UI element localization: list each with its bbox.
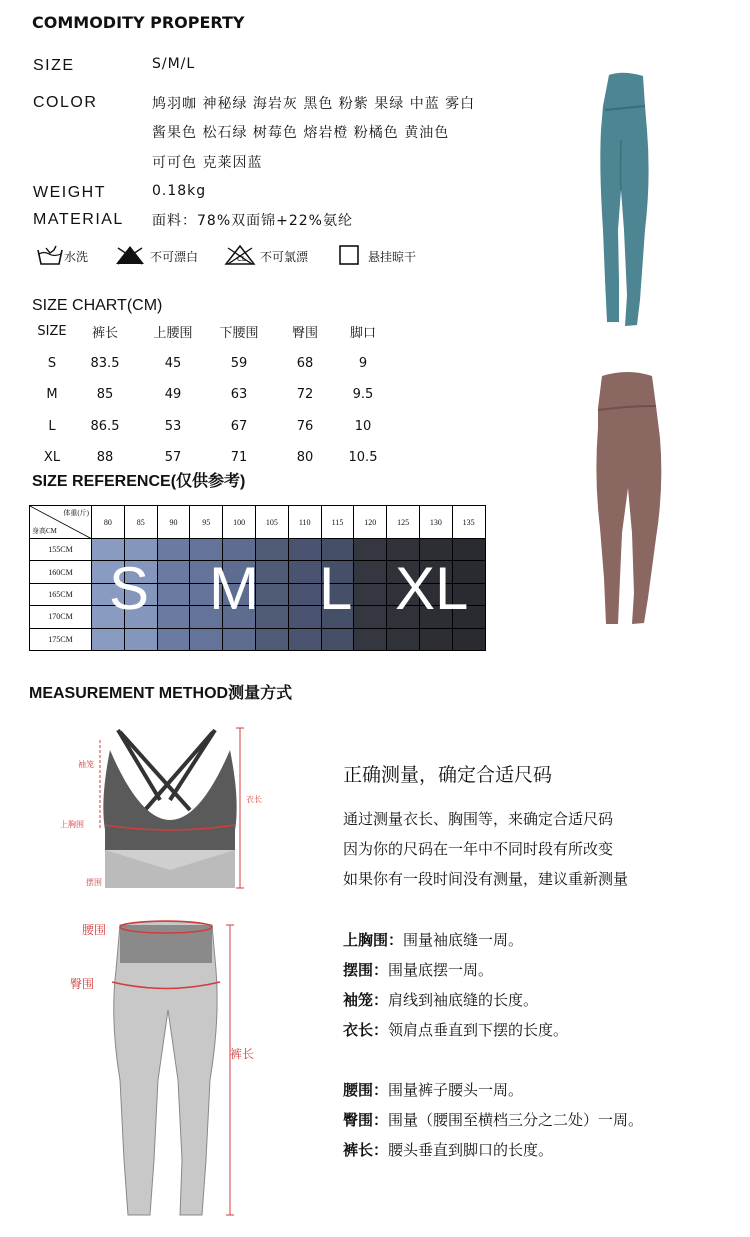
reference-height-label: 165CM (30, 583, 92, 605)
size-chart-cell: 63 (230, 387, 248, 403)
reference-weight-header: 100 (223, 506, 256, 539)
reference-cell (92, 539, 125, 561)
reference-cell (124, 606, 157, 628)
reference-cell (452, 561, 485, 583)
measure-value: 围量（腰围至横档三分之二处）一周。 (388, 1111, 644, 1129)
reference-cell (419, 561, 452, 583)
measure-key: 腰围： (343, 1081, 389, 1099)
measurement-title: MEASUREMENT METHOD测量方式 (29, 685, 293, 702)
size-chart-table (34, 316, 388, 474)
reference-weight-header: 85 (124, 506, 157, 539)
size-reference-grid (29, 505, 486, 651)
no-chlorine-icon (224, 244, 256, 269)
reference-weight-header: 120 (354, 506, 387, 539)
size-chart-cell: L (48, 418, 56, 434)
measure-item (343, 1105, 643, 1135)
pants-label-hip: 臀围 (70, 977, 95, 991)
svg-text:CL: CL (237, 255, 246, 263)
hang-dry-icon (338, 244, 360, 269)
reference-cell (190, 561, 223, 583)
reference-cell (354, 561, 387, 583)
size-chart-head: 下腰围 (219, 326, 259, 342)
size-chart-cell: 67 (230, 418, 248, 434)
reference-cell (452, 539, 485, 561)
size-chart-head: 臀围 (291, 326, 318, 342)
reference-cell (190, 606, 223, 628)
size-chart-cell: 10 (354, 418, 372, 434)
reference-cell (255, 628, 288, 650)
bra-label-length: 衣长 (246, 795, 262, 804)
reference-cell (190, 583, 223, 605)
size-chart-cell: 86.5 (90, 418, 120, 434)
reference-cell (190, 539, 223, 561)
reference-cell (452, 606, 485, 628)
material-value: 面料：78%双面锦+22%氨纶 (152, 213, 353, 229)
reference-cell (419, 539, 452, 561)
measurement-bottom-items (343, 1075, 643, 1165)
size-chart-cell: XL (43, 450, 61, 466)
reference-cell (387, 561, 420, 583)
color-line-1: 鸠羽咖 神秘绿 海岩灰 黑色 粉紫 果绿 中蓝 雾白 (152, 96, 476, 112)
color-line-2: 酱果色 松石绿 树莓色 熔岩橙 粉橘色 黄油色 (152, 125, 450, 141)
measure-value: 围量袖底缝一周。 (403, 931, 524, 949)
reference-corner (30, 506, 92, 539)
intro-line: 因为你的尺码在一年中不同时段有所改变 (343, 840, 614, 858)
reference-weight-header: 95 (190, 506, 223, 539)
size-chart-head: 上腰围 (153, 326, 193, 342)
size-letter-s: S (109, 555, 150, 622)
care-no-bleach-label: 不可漂白 (150, 250, 199, 264)
size-letter-m: M (209, 555, 259, 622)
reference-cell (288, 628, 321, 650)
reference-cell (288, 561, 321, 583)
reference-cell (452, 583, 485, 605)
material-label: MATERIAL (33, 211, 124, 228)
commodity-title: COMMODITY PROPERTY (32, 13, 245, 32)
reference-cell (255, 539, 288, 561)
measure-key: 上胸围： (343, 931, 404, 949)
size-chart-cell: 85 (96, 387, 114, 403)
reference-row (30, 606, 486, 628)
size-chart-title: SIZE CHART(CM) (32, 297, 163, 314)
size-chart-row (34, 379, 388, 411)
reference-weight-header: 110 (288, 506, 321, 539)
size-chart-cell: S (47, 355, 57, 371)
reference-weight-header: 125 (387, 506, 420, 539)
reference-cell (387, 583, 420, 605)
reference-cell (255, 606, 288, 628)
care-no-bleach (114, 244, 198, 269)
measure-value: 围量裤子腰头一周。 (388, 1081, 524, 1099)
care-no-chlorine (224, 244, 308, 269)
care-hang-dry (338, 244, 416, 269)
reference-cell (354, 539, 387, 561)
reference-cell (321, 628, 354, 650)
reference-cell (321, 561, 354, 583)
size-chart-cell: 57 (164, 450, 182, 466)
reference-cell (354, 606, 387, 628)
measure-item (343, 1015, 568, 1045)
reference-row (30, 583, 486, 605)
measure-item (343, 1075, 643, 1105)
reference-height-label: 170CM (30, 606, 92, 628)
care-no-chlorine-label: 不可氯漂 (260, 250, 309, 264)
reference-cell (157, 539, 190, 561)
reference-cell (255, 583, 288, 605)
reference-cell (124, 539, 157, 561)
reference-cell (387, 539, 420, 561)
reference-row (30, 561, 486, 583)
measure-key: 袖笼： (343, 991, 389, 1009)
reference-weight-header: 135 (452, 506, 485, 539)
reference-cell (190, 628, 223, 650)
reference-cell (387, 606, 420, 628)
reference-height-label: 160CM (30, 561, 92, 583)
reference-weight-header: 80 (92, 506, 125, 539)
reference-cell (419, 606, 452, 628)
measure-key: 裤长： (343, 1141, 389, 1159)
size-chart-cell: 88 (96, 450, 114, 466)
size-chart-cell: 68 (296, 355, 314, 371)
pants-label-waist: 腰围 (82, 923, 107, 937)
reference-cell (124, 583, 157, 605)
color-line-3: 可可色 克莱因蓝 (152, 155, 263, 171)
size-chart-cell: 80 (296, 450, 314, 466)
intro-line: 通过测量衣长、胸围等，来确定合适尺码 (343, 810, 614, 828)
size-letter-xl: XL (395, 555, 469, 622)
intro-line: 如果你有一段时间没有测量，建议重新测量 (343, 870, 629, 888)
care-hang-dry-label: 悬挂晾干 (368, 250, 417, 264)
measure-item (343, 955, 568, 985)
reference-row (30, 628, 486, 650)
size-reference-title: SIZE REFERENCE(仅供参考) (32, 473, 246, 490)
size-chart-row (34, 411, 388, 443)
reference-weight-header: 115 (321, 506, 354, 539)
pants-diagram (112, 921, 234, 1215)
no-bleach-icon (114, 244, 146, 269)
reference-cell (354, 628, 387, 650)
measure-value: 领肩点垂直到下摆的长度。 (388, 1021, 569, 1039)
pants-label-length: 裤长 (230, 1047, 255, 1061)
reference-cell (92, 583, 125, 605)
size-chart-head: 脚口 (349, 326, 376, 342)
reference-height-label: 175CM (30, 628, 92, 650)
reference-cell (223, 583, 256, 605)
reference-weight-header: 130 (419, 506, 452, 539)
reference-cell (288, 583, 321, 605)
reference-cell (387, 628, 420, 650)
measure-value: 肩线到袖底缝的长度。 (388, 991, 539, 1009)
size-chart-cell: 83.5 (90, 355, 120, 371)
reference-cell (354, 583, 387, 605)
measure-key: 臀围： (343, 1111, 389, 1129)
reference-weight-header: 105 (255, 506, 288, 539)
corner-weight-label: 体重(斤) (63, 509, 89, 517)
size-chart-cell: 71 (230, 450, 248, 466)
reference-cell (223, 606, 256, 628)
reference-cell (157, 628, 190, 650)
reference-cell (157, 606, 190, 628)
reference-cell (419, 628, 452, 650)
weight-value: 0.18kg (152, 183, 207, 199)
bra-label-armhole: 袖笼 (78, 760, 94, 769)
size-chart-head: 裤长 (91, 326, 118, 342)
reference-cell (223, 539, 256, 561)
care-wash-label: 水洗 (64, 250, 89, 264)
reference-cell (288, 539, 321, 561)
measurement-diagram (50, 720, 280, 1230)
size-chart-cell: 53 (164, 418, 182, 434)
measure-item (343, 1135, 643, 1165)
teal-leggings-image (585, 70, 665, 332)
bra-label-hem: 摆围 (86, 878, 102, 887)
reference-cell (321, 606, 354, 628)
reference-cell (223, 628, 256, 650)
measure-value: 腰头垂直到脚口的长度。 (388, 1141, 554, 1159)
size-chart-cell: 76 (296, 418, 314, 434)
measure-item (343, 925, 568, 955)
reference-cell (157, 561, 190, 583)
size-chart-cell: 45 (164, 355, 182, 371)
bra-diagram (100, 728, 244, 888)
size-label: SIZE (33, 57, 75, 74)
reference-cell (223, 561, 256, 583)
reference-cell (124, 561, 157, 583)
reference-height-label: 155CM (30, 539, 92, 561)
size-chart-cell: 10.5 (348, 450, 378, 466)
measurement-intro (343, 804, 628, 894)
weight-label: WEIGHT (33, 184, 106, 201)
size-chart-cell: 49 (164, 387, 182, 403)
size-chart-cell: M (46, 387, 58, 403)
reference-cell (124, 628, 157, 650)
mauve-leggings-image (578, 368, 674, 630)
reference-cell (321, 583, 354, 605)
reference-cell (452, 628, 485, 650)
measure-value: 围量底摆一周。 (388, 961, 494, 979)
reference-cell (419, 583, 452, 605)
reference-cell (92, 628, 125, 650)
care-wash (36, 244, 88, 269)
size-chart-head: SIZE (37, 324, 67, 340)
size-letter-l: L (319, 555, 353, 622)
reference-cell (92, 561, 125, 583)
corner-height-label: 身高CM (32, 527, 57, 535)
size-chart-cell: 72 (296, 387, 314, 403)
size-chart-cell: 59 (230, 355, 248, 371)
reference-row (30, 539, 486, 561)
size-chart-header (34, 316, 388, 348)
size-chart-cell: 9 (358, 355, 368, 371)
reference-cell (255, 561, 288, 583)
measurement-top-items (343, 925, 568, 1045)
reference-weight-header: 90 (157, 506, 190, 539)
reference-cell (157, 583, 190, 605)
size-value: S/M/L (152, 56, 196, 72)
measure-key: 衣长： (343, 1021, 389, 1039)
reference-cell (321, 539, 354, 561)
size-chart-row (34, 348, 388, 380)
hand-wash-icon (36, 244, 64, 269)
reference-cell (92, 606, 125, 628)
size-chart-cell: 9.5 (352, 387, 374, 403)
measurement-heading: 正确测量，确定合适尺码 (343, 764, 553, 786)
bra-label-chest: 上胸围 (60, 820, 84, 829)
color-label: COLOR (33, 94, 98, 111)
measure-key: 摆围： (343, 961, 389, 979)
measure-item (343, 985, 568, 1015)
reference-cell (288, 606, 321, 628)
